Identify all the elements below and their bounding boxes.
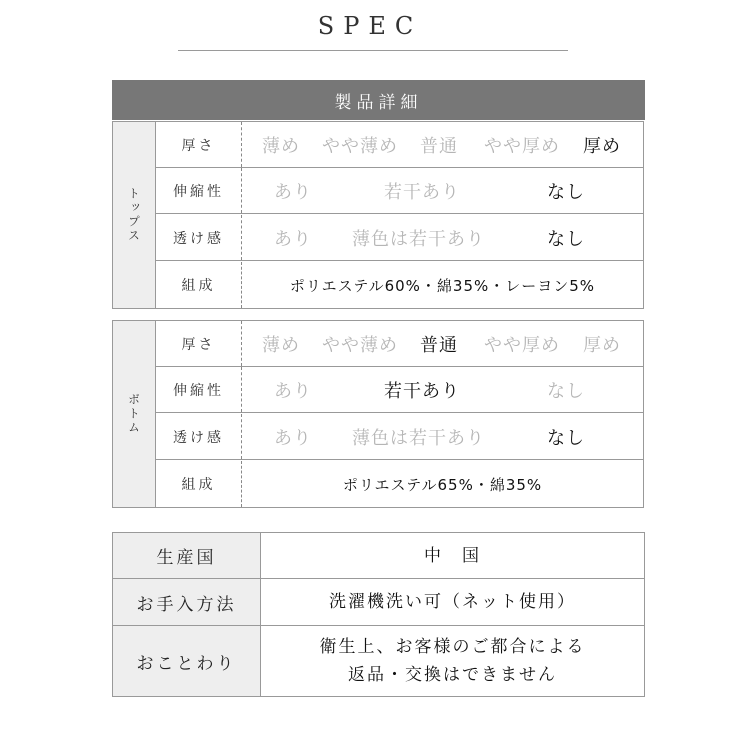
stretch-option: なし [547, 380, 585, 402]
bottoms-spec-block [112, 320, 644, 508]
origin-value: 中 国 [424, 545, 481, 566]
stretch-option: なし [547, 181, 585, 203]
thickness-option: やや厚め [484, 135, 560, 157]
tops-composition-label: 組成 [156, 262, 242, 308]
thickness-option: 普通 [420, 135, 458, 157]
sheer-option: 薄色は若干あり [352, 228, 485, 250]
origin-label: 生産国 [113, 533, 261, 578]
tops-thickness-label: 厚さ [156, 122, 242, 167]
bottoms-composition-row [156, 461, 643, 507]
care-label: お手入方法 [113, 579, 261, 625]
sheer-option: なし [547, 228, 585, 250]
tops-stretch-label: 伸縮性 [156, 168, 242, 213]
thickness-option: 薄め [262, 334, 300, 356]
tops-side-text: トップス [126, 187, 141, 243]
care-row [113, 579, 644, 626]
bottoms-sheer-label: 透け感 [156, 414, 242, 459]
bottoms-thickness-row [156, 321, 643, 367]
tops-stretch-row [156, 168, 643, 214]
bottoms-thickness-options [242, 321, 643, 366]
care-value: 洗濯機洗い可（ネット使用） [329, 592, 576, 612]
sheer-option: あり [274, 228, 312, 250]
tops-sheer-row [156, 215, 643, 261]
bottoms-stretch-options [242, 367, 643, 412]
tops-composition-row [156, 262, 643, 308]
thickness-option: やや薄め [322, 135, 398, 157]
sheer-option: 薄色は若干あり [352, 427, 485, 449]
bottoms-sheer-row [156, 414, 643, 460]
thickness-option: やや薄め [322, 334, 398, 356]
bottoms-stretch-label: 伸縮性 [156, 367, 242, 412]
bottoms-sheer-options [242, 414, 643, 459]
thickness-option: 薄め [262, 135, 300, 157]
notice-label: おことわり [113, 626, 261, 696]
origin-row [113, 533, 644, 579]
thickness-option: 普通 [420, 334, 458, 356]
sheer-option: なし [547, 427, 585, 449]
tops-stretch-options [242, 168, 643, 213]
spec-title: SPEC [317, 12, 423, 40]
notice-line-1: 衛生上、お客様のご都合による [319, 637, 586, 657]
tops-composition-value: ポリエステル60%・綿35%・レーヨン5% [289, 276, 596, 295]
sheer-option: あり [274, 427, 312, 449]
bottoms-side-label [113, 321, 156, 507]
bottoms-side-text: ボトム [126, 393, 141, 435]
thickness-option: 厚め [583, 334, 621, 356]
bottoms-thickness-label: 厚さ [156, 321, 242, 366]
notice-line-2: 返品・交換はできません [348, 665, 557, 685]
stretch-option: 若干あり [384, 181, 460, 203]
stretch-option: 若干あり [384, 380, 460, 402]
thickness-option: 厚め [583, 135, 621, 157]
tops-side-label [113, 122, 156, 308]
title-divider [178, 50, 568, 51]
tops-sheer-label: 透け感 [156, 215, 242, 260]
tops-thickness-options [242, 122, 643, 167]
tops-sheer-options [242, 215, 643, 260]
bottoms-composition-value: ポリエステル65%・綿35% [342, 475, 543, 494]
stretch-option: あり [274, 380, 312, 402]
bottoms-stretch-row [156, 367, 643, 413]
bottoms-composition-label: 組成 [156, 461, 242, 507]
notice-row [113, 626, 644, 696]
tops-spec-block [112, 121, 644, 309]
product-info-table [112, 532, 645, 697]
tops-thickness-row [156, 122, 643, 168]
stretch-option: あり [274, 181, 312, 203]
product-details-header: 製品詳細 [112, 80, 645, 120]
notice-value [261, 626, 644, 696]
thickness-option: やや厚め [484, 334, 560, 356]
